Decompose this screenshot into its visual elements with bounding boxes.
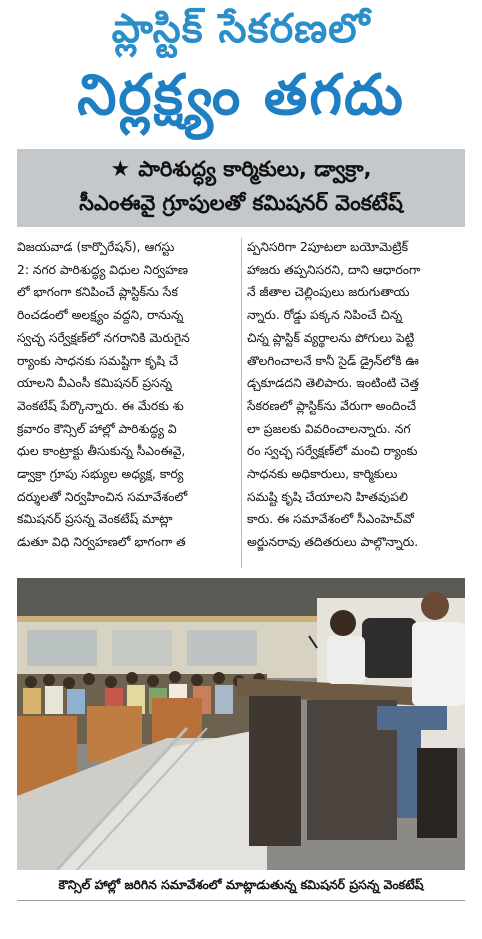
article-line: డుతూ విధి నిర్వహణలో భాగంగా త [17,535,186,550]
article-line: కమిషనర్ ప్రసన్న వెంకటేష్ మాట్లా [17,512,173,527]
article-line: యాలని వీఎంసీ కమిషనర్ ప్రసన్న [17,376,172,391]
article-line: సమష్టి కృషి చేయాలని హితవుపలి [247,489,408,504]
article-line: క్రవారం కౌన్సిల్ హాల్లో పారిశుద్ధ్య వి [17,421,177,436]
column-divider [241,238,242,568]
article-line: తొలగించాలనే కానీ సైడ్ డ్రైన్‌లోకి ఊ [247,353,419,368]
article-column-1 [17,236,239,554]
deck-line-2: సీఎంఈవై గ్రూపులతో కమిషనర్ వెంకటేష్ [79,191,403,215]
article-line: ప్పనిసరిగా 2పూటలా బయోమెట్రిక్ [247,240,409,254]
article-line: నే జీతాల చెల్లింపులు జరుగుతాయ [247,285,410,300]
article-line: కారు. ఈ సమావేశంలో సీఎంహెచ్‌వో [247,512,414,527]
article-column-2 [247,236,469,554]
article-line: దర్శులతో నిర్వహించిన సమావేశంలో [17,489,188,504]
article-line: డ్వాక్రా గ్రూపు సభ్యుల అధ్యక్ష, కార్య [17,467,184,482]
deck-line-1 [17,157,465,187]
article-line: అర్జునరావు తదితరులు పాల్గొన్నారు. [247,535,419,550]
article-line: ర్యాంకు సాధనకు సమష్టిగా కృషి చే [17,353,179,368]
deck-line-1-text: పారిశుద్ధ్య కార్మికులు, డ్వాక్రా, [138,157,372,181]
bottom-rule [17,900,465,901]
article-line: సేకరణలో ప్లాస్టిక్‌ను వేరుగా అందించే [247,398,417,413]
star-icon: ★ [110,157,131,182]
headline-line-1: ప్లాస్టిక్ సేకరణలో [111,6,371,52]
article-line: రించడంలో అలక్ష్యం వద్దని, రానున్న [17,308,184,323]
article-line: డ్చకూడదని తెలిపారు. ఇంటింటి చెత్త [247,376,420,391]
article-line: చిన్న ప్లాస్టిక్ వ్యర్థాలను పోగులు పెట్టి [247,330,415,345]
article-line: న్నారు. రోడ్డు పక్కన నిపించే చిన్న [247,308,403,323]
headline-line-2: నిర్లక్ష్యం తగదు [77,63,405,128]
article-line: 2: నగర పారిశుద్ధ్య విధుల నిర్వహణ [17,262,188,277]
article-line: స్వచ్ఛ సర్వేక్షణ్‌లో నగరానికి మెరుగైన [17,330,190,345]
article-line: లా ప్రజలకు వివరించాలన్నారు. నగ [247,421,411,436]
article-line: వెంకటేష్ పేర్కొన్నారు. ఈ మేరకు శు [17,398,184,413]
article-line: రం స్వచ్ఛ సర్వేక్షణ్‌లో మంచి ర్యాంకు [247,444,418,459]
photo-caption: కౌన్సిల్ హాల్లో జరిగిన సమావేశంలో మాట్లాడుతున్న కమిషనర్ ప్రసన్న వెంకటేష్ [17,870,465,900]
deck-box [17,149,465,227]
article-line: లో భాగంగా కనిపించే ప్లాస్టిక్‌ను సేక [17,285,178,300]
article-line: విజయవాడ (కార్పొరేషన్), ఆగస్టు [17,240,175,254]
article-line: సాధనకు అధికారులు, కార్మికులు [247,467,398,482]
article-line: ధుల కాంట్రాక్టు తీసుకున్న సీఎంఈవై, [17,444,186,459]
meeting-photo [17,578,465,870]
article-line: హాజరు తప్పనిసరని, దాని ఆధారంగా [247,262,421,277]
